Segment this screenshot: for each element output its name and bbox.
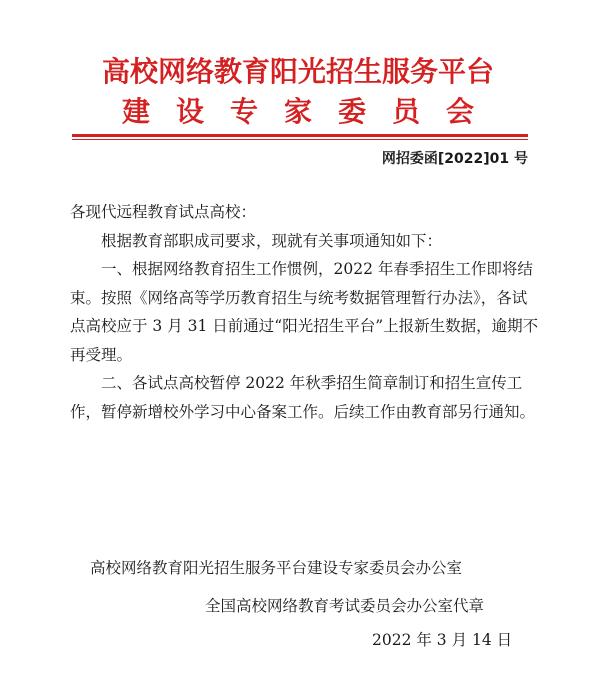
header-red-rule	[72, 134, 528, 137]
item-one-paragraph: 一、根据网络教育招生工作惯例，2022 年春季招生工作即将结束。按照《网络高等学历教育招生与统考数据管理暂行办法》，各试点高校应于 3 月 31 日前通过“阳光招生平台”上报新生数据，逾期不再受理。	[70, 260, 539, 364]
document-number: 网招委函[2022]01 号	[381, 151, 528, 167]
intro-paragraph: 根据教育部职成司要求，现就有关事项通知如下：	[101, 231, 443, 250]
seal-office: 全国高校网络教育考试委员会办公室代章	[205, 597, 485, 615]
item-two-paragraph: 二、各试点高校暂停 2022 年秋季招生简章制订和招生宣传工作，暂停新增校外学习中心备案工作。后续工作由教育部另行通知。	[70, 374, 536, 421]
header-title-line1: 高校网络教育阳光招生服务平台	[101, 55, 494, 88]
salutation: 各现代远程教育试点高校：	[70, 203, 257, 221]
issuing-office: 高校网络教育阳光招生服务平台建设专家委员会办公室	[90, 559, 463, 577]
header-title-line2: 建设专家委员会	[121, 95, 500, 128]
issue-date: 2022 年 3 月 14 日	[372, 631, 513, 649]
header-red-rule-thin	[72, 139, 528, 140]
document-body	[70, 198, 540, 426]
